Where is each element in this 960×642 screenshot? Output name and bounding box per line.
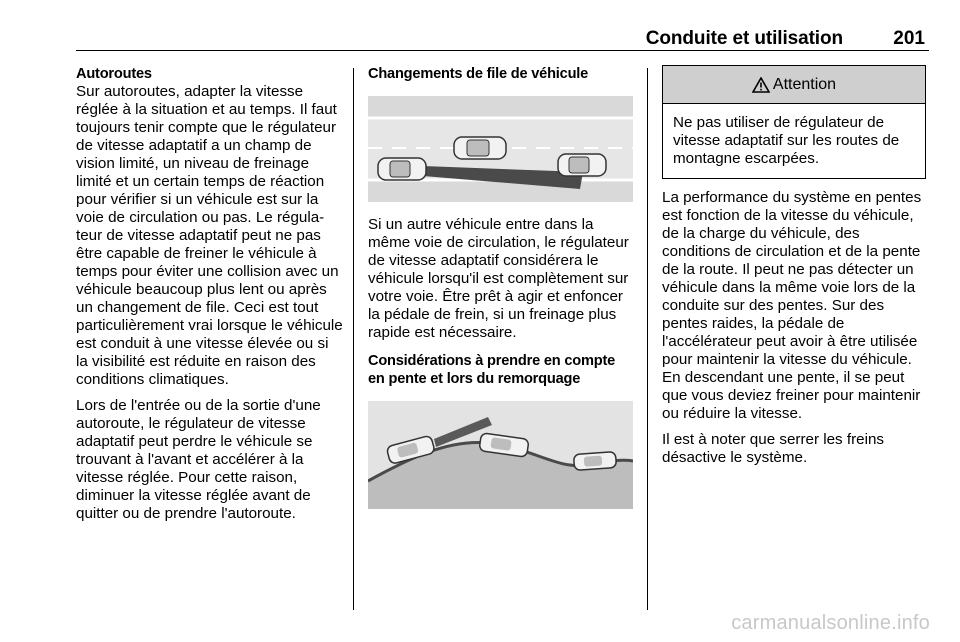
section-heading-autoroutes: Autoroutes	[76, 66, 152, 82]
attention-text: Ne pas utiliser de régulateur de vitesse adaptatif sur les routes de montagne escarpées.	[673, 114, 900, 167]
section-heading-lane-change: Changements de file de véhicule	[368, 66, 589, 82]
paragraph: Sur autoroutes, adapter la vitesse réglée à la situation et au temps. Il faut toujours tenir compte que le régulateur de vitesse adaptatif a un champ de vision limité, un niveau de freinage limité et un certain temps de réaction pour vérifier si un véhicule est sur la voie de circulation ou pas. Le régulateur de vitesse adaptatif peut ne pas être capable de freiner le véhicule à temps pour éviter une collision avec un véhicule beaucoup plus lent ou après un changement de file. Ceci est tout particulièrement vrai lorsque le véhicule est conduit à une vitesse élevée ou si la visibilité est réduite en raison des conditions climatiques.	[76, 83, 343, 388]
attention-header	[663, 66, 925, 104]
attention-title: Attention	[772, 75, 837, 93]
own-car-icon	[378, 158, 426, 180]
watermark: carmanualsonline.info	[731, 612, 930, 634]
section-heading-slopes: Considérations à prendre en compte en pente et lors du remorquage	[368, 353, 616, 387]
paragraph: Lors de l'entrée ou de la sortie d'une autoroute, le régulateur de vitesse adaptatif peut perdre le véhicule se trouvant à l'avant et accélérer à la vitesse réglée. Pour cette raison, diminuer la vitesse réglée avant de quitter ou de prendre l'autoroute.	[76, 397, 321, 522]
paragraph: La performance du système en pentes est fonction de la vitesse du véhicule, de la charge du véhicule, des conditions de circulation et de la pente de la route. Il peut ne pas détecter un véhicule dans la même voie lors de la conduite sur des pentes. Sur des pentes raides, la pédale de l'accélérateur peut avoir à être utilisée pour maintenir la vitesse du véhicule. En descendant une pente, il se peut que vous deviez freiner pour maintenir ou réduire la vitesse.	[662, 189, 922, 422]
column-2	[368, 65, 633, 521]
column-3	[662, 65, 928, 475]
column-divider-1	[353, 68, 354, 610]
downhill-car-icon	[573, 452, 616, 471]
warning-triangle-icon	[752, 77, 770, 93]
lead-car-icon	[558, 154, 606, 176]
paragraph: Il est à noter que serrer les freins désactive le système.	[662, 431, 885, 466]
cutting-in-car-icon	[454, 137, 506, 159]
column-1	[76, 65, 344, 531]
chapter-title: Conduite et utilisation	[645, 28, 843, 49]
column-divider-2	[647, 68, 648, 610]
paragraph: Si un autre véhicule entre dans la même voie de circulation, le régulateur de vitesse adaptatif considérera le véhicule lorsqu'il est complètement sur votre voie. Être prêt à agir et enfoncer la pédale de frein, si un freinage plus rapide est nécessaire.	[368, 216, 629, 341]
slope-towing-illustration	[368, 399, 633, 509]
page-header	[76, 26, 929, 51]
attention-box	[662, 65, 926, 179]
page-number: 201	[893, 28, 925, 49]
lane-change-illustration	[368, 94, 633, 204]
